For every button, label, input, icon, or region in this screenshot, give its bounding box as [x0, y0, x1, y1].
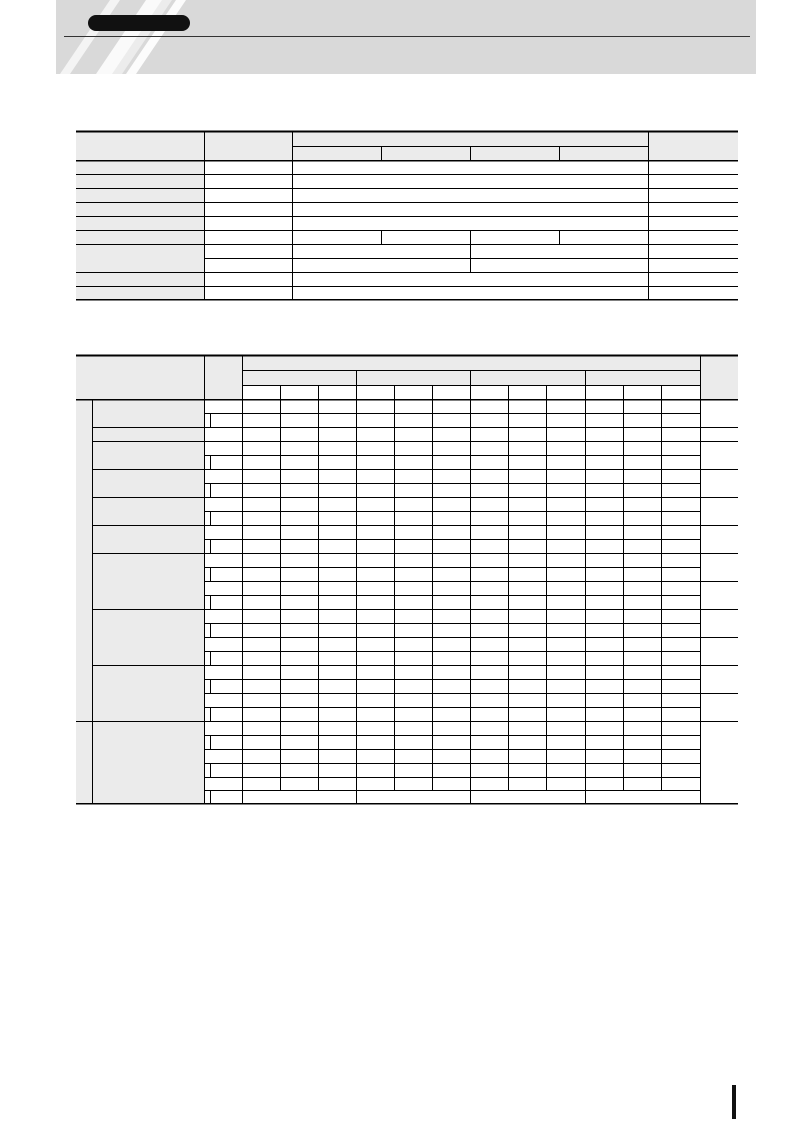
- spec-table-1: [76, 132, 738, 301]
- table2-shading: [76, 356, 738, 804]
- page-edge-marker: [732, 1085, 736, 1119]
- spec-table-2: [76, 356, 738, 805]
